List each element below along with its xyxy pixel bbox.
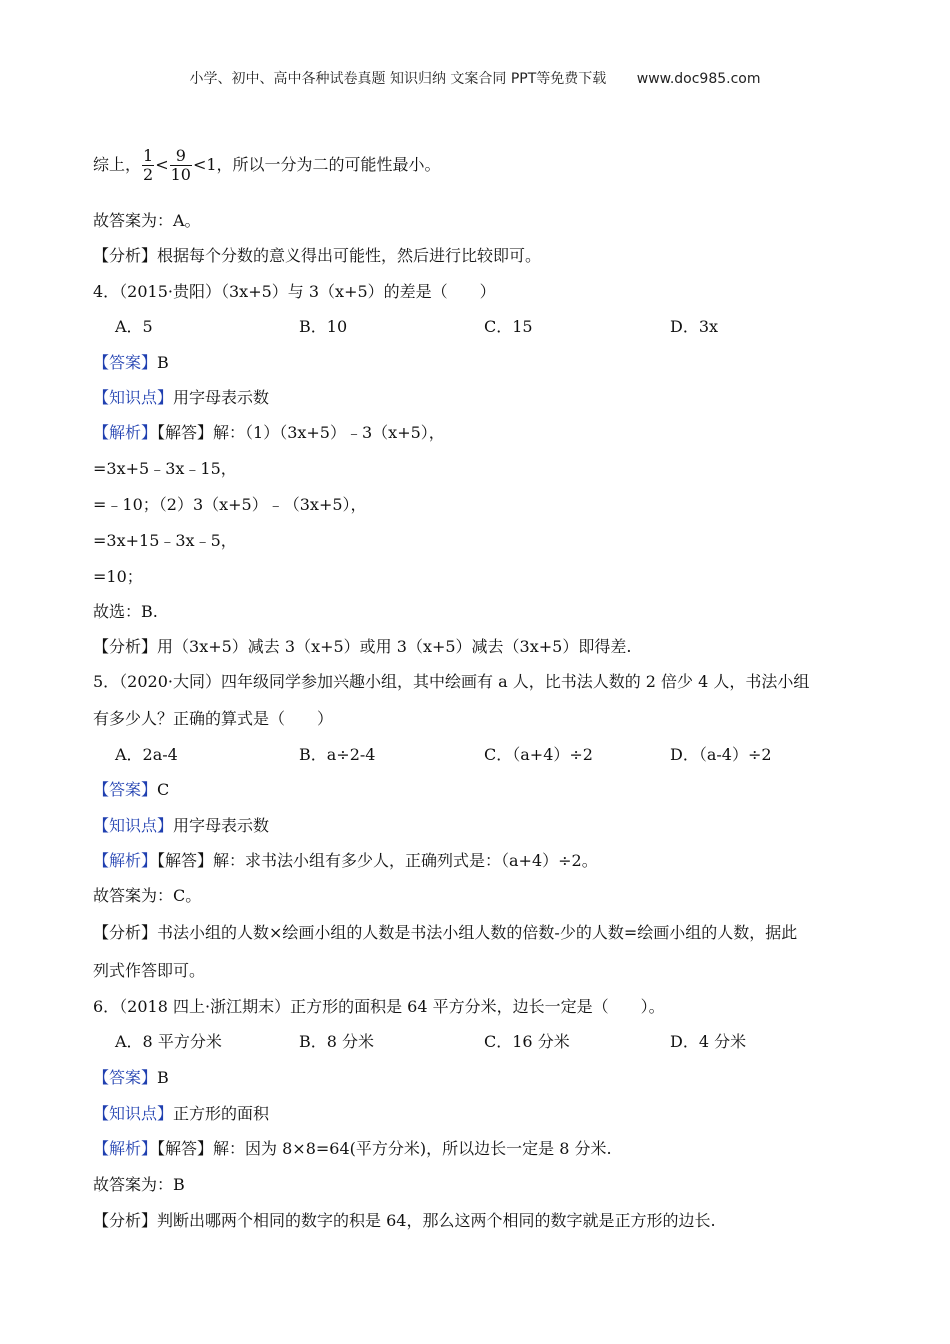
header-url[interactable]: www.doc985.com: [636, 71, 761, 87]
q5-stem-line1: 5．（2020·大同）四年级同学参加兴趣小组，其中绘画有 a 人，比书法人数的 2 倍少 4 人，书法小组: [93, 672, 810, 691]
q4-answer: 【答案】B: [93, 353, 169, 372]
q4-analysis: 【分析】用（3x+5）减去 3（x+5）或用 3（x+5）减去（3x+5）即得差.: [93, 637, 632, 656]
q4-step-3: =3x+15﹣3x﹣5，: [93, 531, 237, 550]
q4-option-c: C．15: [484, 317, 533, 336]
q6-option-d: D．4 分米: [670, 1032, 747, 1051]
q6-option-a: A．8 平方分米: [115, 1032, 222, 1051]
q5-final: 故答案为：C。: [93, 886, 202, 905]
q6-answer: 【答案】B: [93, 1068, 169, 1087]
q4-step-2: =﹣10；（2）3（x+5）﹣（3x+5），: [93, 495, 367, 514]
page-header: [0, 68, 950, 88]
q5-option-a: A．2a-4: [115, 745, 178, 764]
q4-step-4: =10；: [93, 567, 143, 586]
q4-step-1: =3x+5﹣3x﹣15，: [93, 459, 237, 478]
q5-option-d: D．（a-4）÷2: [670, 745, 772, 764]
q4-option-b: B．10: [299, 317, 348, 336]
q6-solution: 【解析】【解答】解：因为 8×8=64(平方分米)，所以边长一定是 8 分米.: [93, 1139, 612, 1158]
q6-knowledge: 【知识点】正方形的面积: [93, 1104, 270, 1123]
q4-option-a: A．5: [115, 317, 153, 336]
q4-option-d: D．3x: [670, 317, 719, 336]
q5-answer: 【答案】C: [93, 780, 170, 799]
q6-stem: 6．（2018 四上·浙江期末）正方形的面积是 64 平方分米，边长一定是（ ）。: [93, 997, 665, 1016]
q6-analysis: 【分析】判断出哪两个相同的数字的积是 64，那么这两个相同的数字就是正方形的边长.: [93, 1211, 716, 1230]
prev-analysis: 【分析】根据每个分数的意义得出可能性，然后进行比较即可。: [93, 246, 542, 265]
q5-analysis-line2: 列式作答即可。: [93, 961, 206, 980]
q6-final: 故答案为：B: [93, 1175, 185, 1194]
prev-answer-line: 故答案为：A。: [93, 211, 201, 230]
q5-solution: 【解析】【解答】解：求书法小组有多少人，正确列式是：（a+4）÷2。: [93, 851, 598, 870]
q4-stem: 4．（2015·贵阳）（3x+5）与 3（x+5）的差是（ ）: [93, 282, 496, 301]
q5-knowledge: 【知识点】用字母表示数: [93, 816, 270, 835]
fraction-one-half: $\frac{1}{2}$: [143, 146, 154, 184]
q6-option-b: B．8 分米: [299, 1032, 375, 1051]
q5-option-b: B．a÷2-4: [299, 745, 376, 764]
q6-option-c: C．16 分米: [484, 1032, 570, 1051]
summary-line: 综上， $\frac{1}{2}$ < $\frac{9}{10}$ <1，所以一分为二的可能性最小。: [93, 146, 441, 184]
q5-analysis-line1: 【分析】书法小组的人数×绘画小组的人数是书法小组人数的倍数-少的人数=绘画小组的人数，据此: [93, 923, 798, 942]
q5-option-c: C．（a+4）÷2: [484, 745, 593, 764]
q4-knowledge: 【知识点】用字母表示数: [93, 388, 270, 407]
q4-solution: 【解析】【解答】解：（1）（3x+5）﹣3（x+5），: [93, 423, 445, 442]
fraction-nine-tenths: $\frac{9}{10}$: [170, 146, 191, 184]
q5-stem-line2: 有多少人？正确的算式是（ ）: [93, 709, 334, 728]
header-text: 小学、初中、高中各种试卷真题 知识归纳 文案合同 PPT等免费下载: [189, 71, 607, 87]
q4-step-5: 故选：B.: [93, 602, 158, 621]
